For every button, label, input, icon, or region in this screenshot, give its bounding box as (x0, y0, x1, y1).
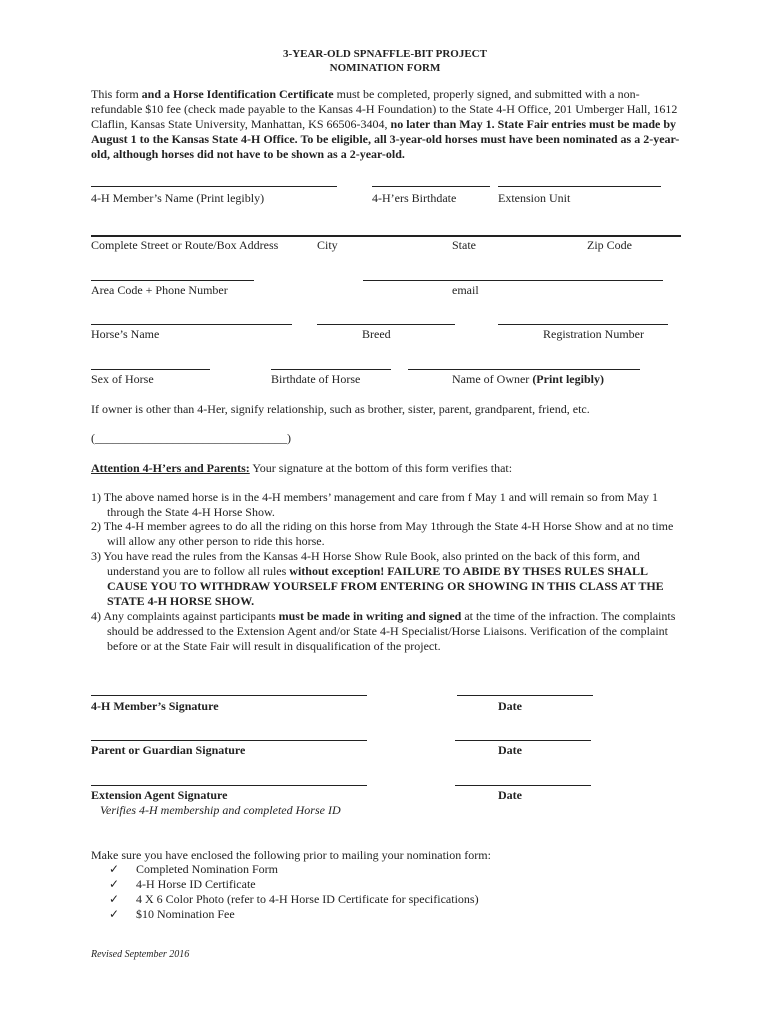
checklist-item: 4 X 6 Color Photo (refer to 4-H Horse ID Certificate for specifications) (136, 892, 479, 906)
birthdate-label: 4-H’ers Birthdate (372, 191, 457, 205)
checkmark-icon: ✓ (109, 877, 120, 891)
phone-label: Area Code + Phone Number (91, 283, 228, 297)
member-date-label: Date (498, 699, 522, 713)
checklist-intro: Make sure you have enclosed the following prior to mailing your nomination form: (91, 848, 491, 862)
attention-heading: Attention 4-H’ers and Parents: (91, 461, 250, 475)
breed-line[interactable] (317, 324, 455, 325)
address-label: Complete Street or Route/Box Address (91, 238, 279, 252)
owner-name-line[interactable] (408, 369, 640, 370)
horse-name-line[interactable] (91, 324, 292, 325)
owner-print-note: (Print legibly) (532, 372, 604, 386)
intro-text-3: must be completed, properly signed, and submitted with a non-refundable $10 fee (check made payable to the Kansas 4-H Foundation) to the State 4-H Office, 201 Umberger Hall, 1612 Claflin, Kansas State University, Manhattan, KS 66506-3404, (91, 87, 678, 131)
rule-item-4-text-c: at the time of the infraction. The complaints should be addressed to the Extension Agent and/or State 4-H Specialist/Horse Liaisons. Verification of the complaint before or at the State Fair will result in disqualification of the project. (107, 609, 676, 653)
member-date-line[interactable] (457, 695, 593, 696)
email-line[interactable] (363, 280, 663, 281)
form-title: 3-YEAR-OLD SPNAFFLE-BIT PROJECT (283, 48, 487, 60)
checkmark-icon: ✓ (109, 862, 120, 876)
revision-note: Revised September 2016 (91, 949, 190, 960)
rule-item-3-bold: without exception! FAILURE TO ABIDE BY THSES RULES SHALL CAUSE YOU TO WITHDRAW YOURSELF FROM ENTERING OR SHOWING IN THIS CLASS AT THE STATE 4-H HORSE SHOW. (107, 564, 664, 608)
agent-date-label: Date (498, 788, 522, 802)
extension-unit-line[interactable] (498, 186, 661, 187)
rule-item-4-text-a: 4) Any complaints against participants (91, 609, 279, 623)
checklist-item: $10 Nomination Fee (136, 907, 235, 921)
owner-name-label (452, 372, 604, 387)
checklist-item: 4-H Horse ID Certificate (136, 877, 256, 891)
form-subtitle: NOMINATION FORM (329, 62, 441, 74)
checkmark-icon: ✓ (109, 892, 120, 906)
parent-date-line[interactable] (455, 740, 591, 741)
address-line[interactable] (91, 235, 681, 237)
owner-name-text: Name of Owner (452, 372, 533, 386)
intro-text-1: This form (91, 87, 142, 101)
relationship-instructions: If owner is other than 4-Her, signify relationship, such as brother, sister, parent, grandparent, friend, etc. (91, 402, 590, 416)
rule-item-1: 1) The above named horse is in the 4-H members’ management and care from f May 1 and will remain so from May 1 through the State 4-H Horse Show. (91, 490, 659, 519)
agent-signature-line[interactable] (91, 785, 367, 786)
rule-item-2: 2) The 4-H member agrees to do all the riding on this horse from May 1through the State 4-H Horse Show and at no time will allow any other person to ride this horse. (91, 519, 674, 548)
agent-date-line[interactable] (455, 785, 591, 786)
intro-paragraph (91, 87, 681, 162)
parent-signature-label: Parent or Guardian Signature (91, 743, 246, 757)
parent-date-label: Date (498, 743, 522, 757)
member-signature-label: 4-H Member’s Signature (91, 699, 219, 713)
horse-birthdate-label: Birthdate of Horse (271, 372, 361, 386)
state-label: State (452, 238, 476, 252)
sex-label: Sex of Horse (91, 372, 154, 386)
rule-item-4-bold: must be made in writing and signed (278, 609, 462, 623)
member-signature-line[interactable] (91, 695, 367, 696)
member-name-label: 4-H Member’s Name (Print legibly) (91, 191, 265, 205)
breed-label: Breed (362, 327, 391, 341)
email-label: email (452, 283, 479, 297)
horse-name-label: Horse’s Name (91, 327, 160, 341)
rule-item-3 (91, 549, 681, 609)
registration-line[interactable] (498, 324, 668, 325)
extension-unit-label: Extension Unit (498, 191, 571, 205)
checklist-item: Completed Nomination Form (136, 862, 278, 876)
registration-label: Registration Number (543, 327, 644, 341)
city-label: City (317, 238, 338, 252)
parent-signature-line[interactable] (91, 740, 367, 741)
relationship-field[interactable]: (________________________________) (91, 431, 291, 445)
zip-label: Zip Code (587, 238, 632, 252)
rule-item-4 (91, 609, 681, 654)
intro-text-4: no later than May 1. State Fair entries must be made by August 1 to the Kansas State 4-H Office. To be eligible, all 3-year-old horses must have been nominated as a 2-year-old, although horses did not have to be shown as a 2-year-old. (91, 117, 680, 161)
rule-item-3-text: 3) You have read the rules from the Kansas 4-H Horse Show Rule Book, also printed on the back of this form, and understand you are to follow all rules (91, 549, 640, 578)
checkmark-icon: ✓ (109, 907, 120, 921)
phone-line[interactable] (91, 280, 254, 281)
birthdate-line[interactable] (372, 186, 490, 187)
horse-birthdate-line[interactable] (271, 369, 391, 370)
sex-line[interactable] (91, 369, 210, 370)
intro-text-2: and a Horse Identification Certificate (141, 87, 334, 101)
agent-signature-label: Extension Agent Signature (91, 788, 228, 802)
agent-note: Verifies 4-H membership and completed Horse ID (100, 803, 341, 817)
member-name-line[interactable] (91, 186, 337, 187)
attention-line (91, 461, 512, 476)
attention-text: Your signature at the bottom of this form verifies that: (249, 461, 513, 475)
